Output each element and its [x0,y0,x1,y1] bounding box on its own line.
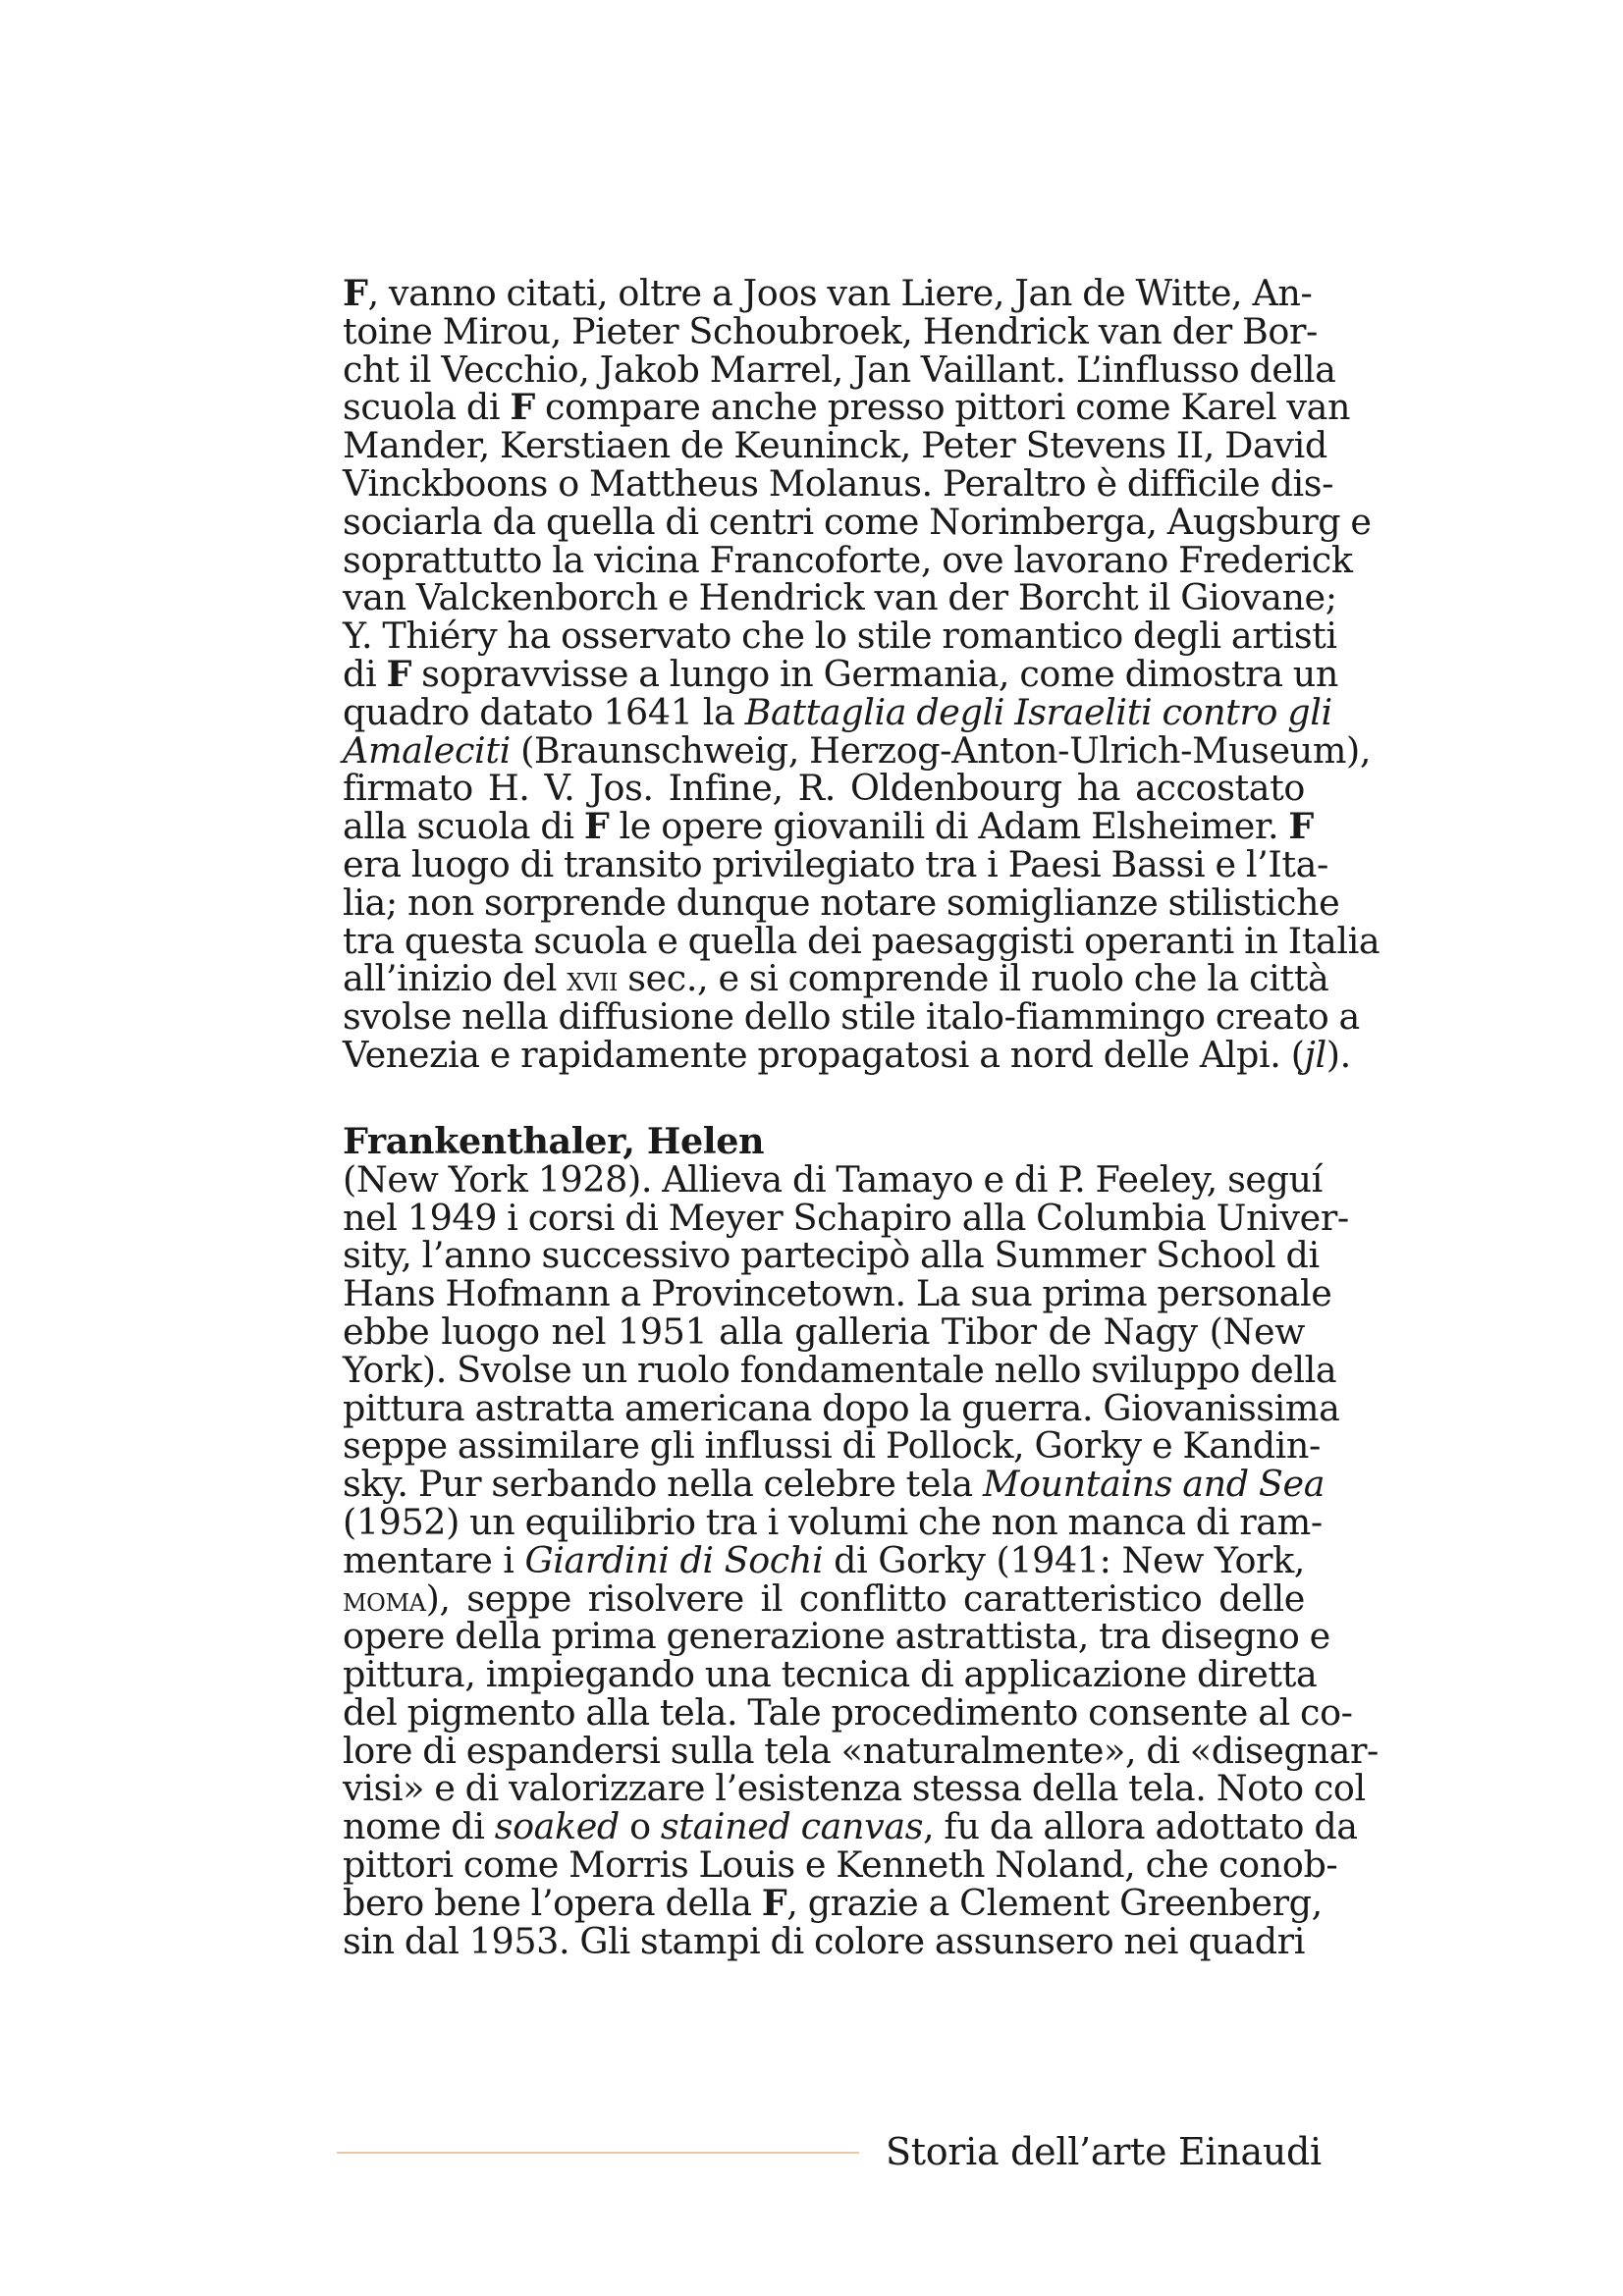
text-line: moma), seppe risolvere il conflitto caratteristico delle [343,1576,1305,1620]
text-line: scuola di F compare anche presso pittori come Karel van [343,386,1351,429]
museum-abbrev: moma [343,1579,426,1619]
text-line: firmato H. V. Jos. Infine, R. Oldenbourg ha accostato [343,767,1305,810]
entry-abbrev: F [761,1881,787,1924]
text-line: tra questa scuola e quella dei paesaggisti operanti in Italia [343,919,1380,962]
text-line: di F sopravvisse a lungo in Germania, come dimostra un [343,652,1339,695]
text-line: Venezia e rapidamente propagatosi a nord delle Alpi. (jl). [343,1033,1351,1076]
text-line: York). Svolse un ruolo fondamentale nello sviluppo della [343,1348,1337,1391]
text-line: bero bene l’opera della F, grazie a Clement Greenberg, [343,1881,1323,1924]
text-line: opere della prima generazione astrattista, tra disegno e [343,1615,1330,1658]
text-line: pittura, impiegando una tecnica di applicazione diretta [343,1653,1318,1696]
footer-rule [337,2152,859,2154]
entry-continuation [343,272,1380,1076]
text-line: (1952) un equilibrio tra i volumi che non manca di ram- [343,1500,1323,1543]
text-line: Hans Hofmann a Provincetown. La sua prima personale [343,1272,1332,1315]
entry-abbrev: F [1288,805,1314,848]
text-line: F, vanno citati, oltre a Joos van Liere, Jan de Witte, An- [343,272,1313,314]
text-line: visi» e di valorizzare l’esistenza stessa della tela. Noto col [343,1767,1366,1810]
text-line: pittori come Morris Louis e Kenneth Noland, che conob- [343,1843,1338,1887]
text-line: seppe assimilare gli influssi di Pollock, Gorky e Kandin- [343,1424,1321,1468]
text-line: era luogo di transito privilegiato tra i Paesi Bassi e l’Ita- [343,842,1328,885]
text-line: cht il Vecchio, Jakob Marrel, Jan Vaillant. L’influsso della [343,347,1336,391]
text-line: lore di espandersi sulla tela «naturalmente», di «disegnar- [343,1729,1379,1772]
artwork-title: Battaglia degli Israeliti contro gli [744,690,1332,733]
text-line: mentare i Giardini di Sochi di Gorky (1941: New York, [343,1538,1305,1581]
artwork-title: Amaleciti [343,728,511,772]
entry-abbrev: F [583,805,610,848]
footer-title: Storia dell’arte Einaudi [886,2130,1322,2173]
century-numeral: xvii [567,960,619,999]
technique-term: soaked [494,1805,620,1848]
text-line: nome di soaked o stained canvas, fu da allora adottato da [343,1805,1358,1848]
entry-body [343,1157,1379,1962]
entry-abbrev: F [386,652,411,695]
technique-term: stained canvas [660,1805,924,1848]
entry-abbrev: F [343,272,368,314]
text-line: sin dal 1953. Gli stampi di colore assunsero nei quadri [343,1919,1305,1962]
entry-heading: Frankenthaler, Helen [343,1119,765,1162]
text-line: alla scuola di F le opere giovanili di Adam Elsheimer. F [343,805,1314,848]
text-line: soprattutto la vicina Francoforte, ove lavorano Frederick [343,538,1353,581]
artwork-title: Giardini di Sochi [524,1538,824,1581]
page-body [343,272,1380,1962]
text-line: Vinckboons o Mattheus Molanus. Peraltro è difficile dis- [343,461,1334,505]
text-line: nel 1949 i corsi di Meyer Schapiro alla Columbia Univer- [343,1196,1349,1239]
text-line: del pigmento alla tela. Tale procedimento consente al co- [343,1690,1353,1734]
text-line: quadro datato 1641 la Battaglia degli Israeliti contro gli [343,690,1332,733]
text-line: Y. Thiéry ha osservato che lo stile romantico degli artisti [343,614,1337,658]
text-line: svolse nella diffusione dello stile italo-fiammingo creato a [343,995,1360,1039]
text-line: all’inizio del xvii sec., e si comprende il ruolo che la città [343,957,1329,1000]
text-line: sity, l’anno successivo partecipò alla Summer School di [343,1234,1320,1277]
text-line: Mander, Kerstiaen de Keuninck, Peter Stevens II, David [343,424,1327,467]
text-line: pittura astratta americana dopo la guerra. Giovanissima [343,1386,1340,1429]
author-initials: jl [1304,1033,1326,1076]
text-line: sky. Pur serbando nella celebre tela Mountains and Sea [343,1463,1325,1506]
text-line: sociarla da quella di centri come Norimberga, Augsburg e [343,500,1372,543]
text-line: Amaleciti (Braunschweig, Herzog-Anton-Ulrich-Museum), [343,728,1372,772]
text-line: toine Mirou, Pieter Schoubroek, Hendrick van der Bor- [343,309,1318,352]
text-line: ebbe luogo nel 1951 alla galleria Tibor de Nagy (New [343,1309,1305,1353]
text-line: lia; non sorprende dunque notare somiglianze stilistiche [343,881,1340,924]
text-line: van Valckenborch e Hendrick van der Borcht il Giovane; [343,576,1337,619]
entry-abbrev: F [510,386,535,429]
text-line: (New York 1928). Allieva di Tamayo e di P. Feeley, seguí [343,1157,1323,1201]
artwork-title: Mountains and Sea [982,1463,1325,1506]
